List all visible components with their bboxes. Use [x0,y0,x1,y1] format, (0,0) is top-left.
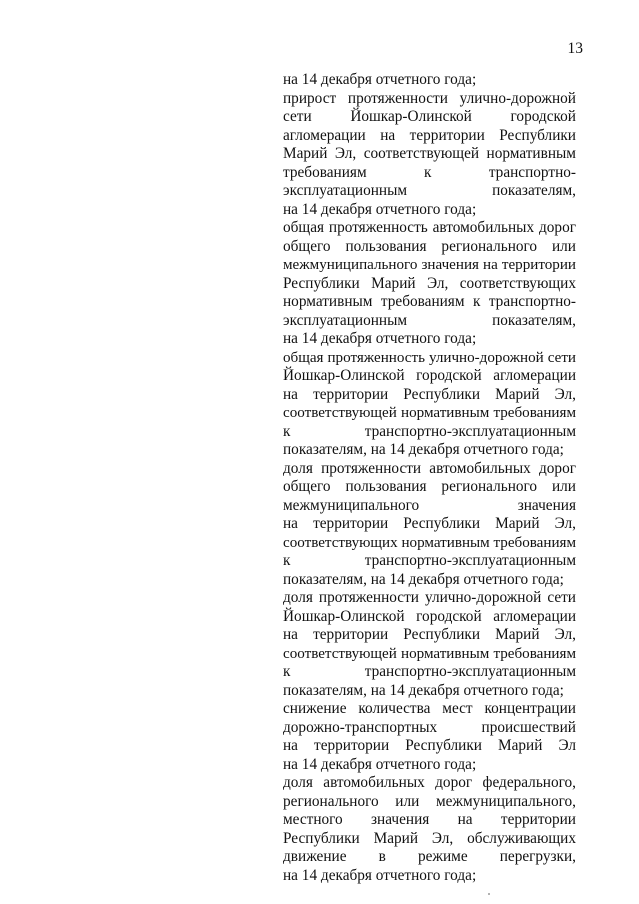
text-line: межмуниципального значения на территории [283,257,576,273]
text-line: на территории Республики Марий Эл [283,737,576,754]
text-line: к транспортно-эксплуатационным [283,552,576,569]
text-line: Республики Марий Эл, соответствующих [283,274,576,292]
text-line: снижение количества мест концентрации [283,700,576,717]
text-line: общего пользования регионального или [283,478,576,495]
text-line: сети Йошкар-Олинской городской [283,108,576,125]
text-line: соответствующих нормативным требованиям [283,534,577,551]
text-line: показателям, на 14 декабря отчетного года; [283,441,564,458]
text-line: на 14 декабря отчетного года; [283,755,477,773]
text-line: местного значения на территории [283,811,576,828]
scan-speck [488,893,490,895]
text-line: на 14 декабря отчетного года; [283,71,477,88]
text-line: агломерации на территории Республики [283,126,576,144]
text-line: эксплуатационным показателям, [283,311,576,329]
text-line: доля протяженности автомобильных дорог [283,459,576,477]
document-body [283,71,576,885]
text-line: дорожно-транспортных происшествий [283,718,576,736]
text-line: Йошкар-Олинской городской агломерации [283,367,576,384]
text-line: на 14 декабря отчетного года; [283,866,477,884]
text-line: Марий Эл, соответствующей нормативным [283,145,576,162]
text-line: эксплуатационным показателям, [283,182,576,199]
text-line: общего пользования регионального или [283,237,576,255]
text-line: прирост протяженности улично-дорожной [283,89,576,107]
text-line: нормативным требованиям к транспортно- [283,293,576,310]
text-line: Йошкар-Олинской городской агломерации [283,607,576,625]
text-line: требованиям к транспортно- [283,163,576,181]
text-line: соответствующей нормативным требованиям [283,405,576,421]
text-line: межмуниципального значения [283,496,576,514]
text-line: Республики Марий Эл, обслуживающих [283,829,576,847]
text-line: доля протяженности улично-дорожной сети [283,589,576,606]
page-number: 13 [567,40,583,57]
text-line: показателям, на 14 декабря отчетного года; [283,681,564,699]
text-line: на территории Республики Марий Эл, [283,385,576,403]
text-line: движение в режиме перегрузки, [283,848,576,865]
text-line: на территории Республики Марий Эл, [283,515,576,532]
text-line: на территории Республики Марий Эл, [283,626,576,643]
text-line: доля автомобильных дорог федерального, [283,774,576,791]
text-line: показателям, на 14 декабря отчетного года; [283,570,564,588]
text-line: на 14 декабря отчетного года; [283,330,477,347]
text-line: к транспортно-эксплуатационным [283,422,576,440]
text-line: соответствующей нормативным требованиям [283,645,576,662]
text-line: регионального или межмуниципального, [283,792,576,810]
text-line: на 14 декабря отчетного года; [283,200,477,218]
text-line: к транспортно-эксплуатационным [283,663,576,680]
text-line: общая протяженность автомобильных дорог [283,219,576,236]
text-line: общая протяженность улично-дорожной сети [283,349,576,366]
